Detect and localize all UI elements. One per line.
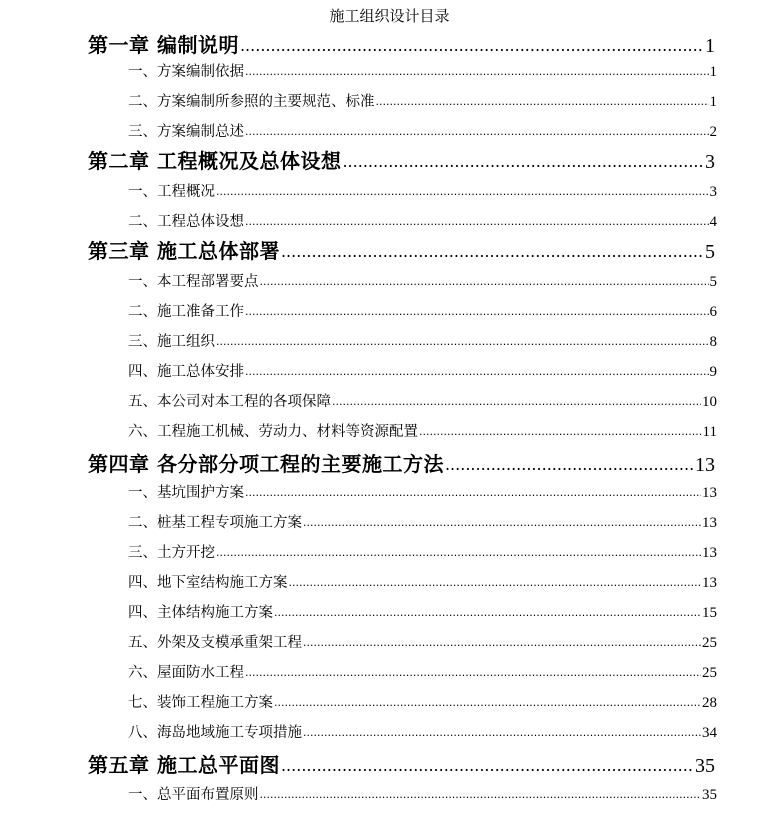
toc-page-number: 13 (702, 485, 717, 501)
toc-section-row[interactable] (128, 483, 717, 504)
toc-section-row[interactable] (128, 332, 717, 353)
toc-dot-leader (281, 753, 694, 779)
toc-section-label: 八、海岛地域施工专项措施 (128, 725, 302, 741)
toc-dot-leader (245, 362, 709, 382)
toc-page-number: 35 (702, 787, 717, 803)
toc-chapter-label: 第四章 各分部分项工程的主要施工方法 (88, 452, 444, 476)
toc-page-number: 34 (702, 725, 717, 741)
toc-section-label: 二、施工准备工作 (128, 304, 244, 320)
toc-section-label: 一、方案编制依据 (128, 64, 244, 80)
toc-section-row[interactable] (128, 633, 717, 654)
toc-dot-leader (376, 92, 709, 112)
toc-section-row[interactable] (128, 392, 717, 413)
toc-dot-leader (342, 149, 704, 175)
toc-section-row[interactable] (128, 362, 717, 383)
toc-section-row[interactable] (128, 212, 717, 233)
toc-dot-leader (245, 212, 709, 232)
toc-chapter-label: 第三章 施工总体部署 (88, 239, 280, 263)
toc-dot-leader (216, 332, 709, 352)
toc-section-label: 二、桩基工程专项施工方案 (128, 515, 302, 531)
toc-dot-leader (260, 272, 709, 292)
toc-section-row[interactable] (128, 513, 717, 534)
toc-chapter-row[interactable] (88, 148, 715, 176)
toc-section-row[interactable] (128, 62, 717, 83)
toc-dot-leader (303, 633, 701, 653)
toc-page-number: 28 (702, 695, 717, 711)
toc-chapter-row[interactable] (88, 32, 715, 60)
toc-dot-leader (240, 33, 704, 59)
toc-section-label: 一、本工程部署要点 (128, 274, 259, 290)
toc-section-label: 二、方案编制所参照的主要规范、标准 (128, 94, 375, 110)
toc-section-label: 四、主体结构施工方案 (128, 605, 273, 621)
toc-dot-leader (216, 182, 709, 202)
toc-dot-leader (281, 239, 704, 265)
toc-dot-leader (260, 785, 702, 805)
toc-page-number: 13 (702, 515, 717, 531)
toc-section-label: 六、工程施工机械、劳动力、材料等资源配置 (128, 424, 418, 440)
toc-dot-leader (289, 573, 702, 593)
toc-page-number: 15 (702, 605, 717, 621)
toc-chapter-label: 第五章 施工总平面图 (88, 753, 280, 777)
toc-section-label: 一、基坑围护方案 (128, 485, 244, 501)
toc-section-row[interactable] (128, 92, 717, 113)
toc-chapter-row[interactable] (88, 238, 715, 266)
toc-page-number: 3 (709, 184, 717, 200)
toc-chapter-row[interactable] (88, 752, 715, 780)
toc-dot-leader (245, 663, 701, 683)
toc-section-label: 五、本公司对本工程的各项保障 (128, 394, 331, 410)
toc-section-row[interactable] (128, 182, 717, 203)
toc-section-row[interactable] (128, 272, 717, 293)
toc-page-number: 1 (705, 35, 715, 57)
toc-chapter-label: 第二章 工程概况及总体设想 (88, 149, 342, 173)
toc-section-label: 三、土方开挖 (128, 545, 215, 561)
toc-section-row[interactable] (128, 723, 717, 744)
toc-page-number: 9 (709, 364, 717, 380)
toc-page-number: 25 (702, 665, 717, 681)
toc-section-row[interactable] (128, 422, 717, 443)
toc-page-number: 8 (709, 334, 717, 350)
toc-section-row[interactable] (128, 693, 717, 714)
toc-page-number: 1 (709, 64, 717, 80)
toc-dot-leader (245, 302, 709, 322)
toc-page-number: 4 (709, 214, 717, 230)
toc-section-label: 二、工程总体设想 (128, 214, 244, 230)
toc-section-row[interactable] (128, 573, 717, 594)
toc-dot-leader (332, 392, 701, 412)
toc-section-row[interactable] (128, 302, 717, 323)
toc-section-label: 三、方案编制总述 (128, 124, 244, 140)
toc-dot-leader (216, 543, 701, 563)
toc-section-label: 四、地下室结构施工方案 (128, 575, 288, 591)
toc-dot-leader (274, 603, 701, 623)
toc-section-label: 四、施工总体安排 (128, 364, 244, 380)
toc-section-label: 一、总平面布置原则 (128, 787, 259, 803)
toc-dot-leader (419, 422, 702, 442)
toc-dot-leader (445, 452, 694, 478)
toc-page-number: 2 (709, 124, 717, 140)
toc-page-number: 1 (709, 94, 717, 110)
toc-section-row[interactable] (128, 785, 717, 806)
toc-page-number: 5 (709, 274, 717, 290)
toc-dot-leader (274, 693, 701, 713)
toc-page-number: 13 (702, 545, 717, 561)
toc-page-number: 5 (705, 241, 715, 263)
toc-page-number: 11 (702, 424, 717, 440)
toc-page-number: 10 (702, 394, 717, 410)
toc-page-number: 35 (695, 755, 715, 777)
toc-chapter-label: 第一章 编制说明 (88, 33, 239, 57)
toc-section-label: 六、屋面防水工程 (128, 665, 244, 681)
toc-dot-leader (245, 62, 709, 82)
toc-section-label: 七、装饰工程施工方案 (128, 695, 273, 711)
toc-section-label: 一、工程概况 (128, 184, 215, 200)
toc-page-number: 3 (705, 151, 715, 173)
toc-chapter-row[interactable] (88, 451, 715, 479)
toc-section-row[interactable] (128, 603, 717, 624)
toc-page-number: 13 (695, 454, 715, 476)
toc-dot-leader (245, 483, 701, 503)
toc-section-row[interactable] (128, 543, 717, 564)
toc-dot-leader (245, 122, 709, 142)
toc-dot-leader (303, 723, 701, 743)
toc-section-label: 五、外架及支模承重架工程 (128, 635, 302, 651)
toc-section-label: 三、施工组织 (128, 334, 215, 350)
toc-section-row[interactable] (128, 663, 717, 684)
document-title: 施工组织设计目录 (329, 7, 450, 25)
toc-page-number: 13 (702, 575, 717, 591)
toc-page-number: 6 (709, 304, 717, 320)
toc-dot-leader (303, 513, 701, 533)
toc-section-row[interactable] (128, 122, 717, 143)
toc-page-number: 25 (702, 635, 717, 651)
